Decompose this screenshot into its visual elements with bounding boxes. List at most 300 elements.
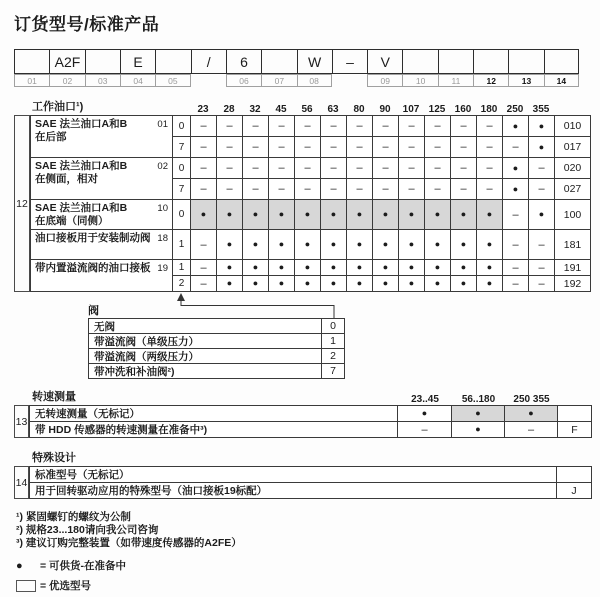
- not-available-dash: –: [200, 141, 207, 153]
- available-dot-icon: ●: [408, 209, 415, 219]
- model-code-cells: [14, 49, 579, 74]
- available-dot-icon: ●: [528, 408, 534, 418]
- valves-table: [88, 318, 345, 379]
- available-dot-icon: ●: [538, 120, 545, 131]
- model-code-position: 08: [297, 74, 332, 87]
- available-dot-icon: ●: [512, 162, 519, 173]
- port-subrow: [173, 116, 591, 137]
- available-dot-icon: ●: [434, 278, 441, 288]
- available-dot-icon: ●: [486, 262, 493, 272]
- availability-cell: [503, 260, 529, 276]
- availability-cell: [451, 158, 477, 179]
- availability-cell: [399, 260, 425, 276]
- port-result-code: 020: [555, 158, 591, 179]
- special-section-title: 特殊设计: [32, 452, 76, 464]
- available-dot-icon: ●: [512, 120, 519, 131]
- not-available-dash: –: [226, 120, 233, 132]
- speed-column-label: 23..45: [411, 394, 439, 405]
- available-dot-icon: ●: [252, 239, 259, 249]
- available-dot-icon: ●: [460, 278, 467, 288]
- availability-cell: [425, 276, 451, 292]
- not-available-dash: –: [538, 277, 545, 290]
- port-result-code: 181: [555, 230, 591, 260]
- not-available-dash: –: [512, 261, 519, 274]
- valve-arrow-band: [0, 292, 600, 318]
- not-available-dash: –: [356, 120, 363, 132]
- availability-cell: [373, 230, 399, 260]
- speed-column-label: 250 355: [513, 394, 550, 405]
- not-available-dash: –: [382, 120, 389, 132]
- available-dot-icon: ●: [434, 239, 441, 249]
- port-subrows: [173, 116, 591, 158]
- availability-cell: [425, 116, 451, 137]
- available-dot-icon: ●: [382, 239, 389, 249]
- availability-cell: [503, 116, 529, 137]
- available-dot-icon: ●: [356, 239, 363, 249]
- not-available-dash: –: [278, 183, 285, 195]
- availability-cell: [373, 137, 399, 158]
- speed-section-title: 转速测量: [32, 391, 76, 403]
- not-available-dash: –: [330, 120, 337, 132]
- not-available-dash: –: [434, 162, 441, 174]
- availability-cell: [191, 276, 217, 292]
- availability-cell: [529, 158, 555, 179]
- availability-cell: [321, 276, 347, 292]
- available-dot-icon: ●: [434, 209, 441, 219]
- not-available-dash: –: [434, 141, 441, 153]
- availability-cell: [243, 158, 269, 179]
- availability-cell: [451, 116, 477, 137]
- not-available-dash: –: [200, 162, 207, 174]
- port-subrow: [173, 158, 591, 179]
- model-code-positions: [14, 74, 579, 87]
- not-available-dash: –: [434, 120, 441, 132]
- available-dot-icon: ●: [421, 408, 428, 418]
- model-code-cell: [508, 49, 543, 74]
- not-available-dash: –: [408, 183, 415, 195]
- available-dot-icon: ●: [330, 209, 337, 219]
- availability-cell: [269, 137, 295, 158]
- available-dot-icon: ●: [16, 559, 23, 572]
- availability-cell: [477, 179, 503, 200]
- ports-table-wrap: [14, 115, 592, 292]
- model-code-cell: [473, 49, 508, 74]
- available-dot-icon: ●: [460, 209, 467, 219]
- availability-cell: [399, 200, 425, 230]
- availability-cell: [425, 179, 451, 200]
- model-code-cell: [14, 49, 49, 74]
- available-dot-icon: ●: [304, 209, 311, 219]
- availability-cell: [243, 200, 269, 230]
- availability-cell: [399, 116, 425, 137]
- port-description: [31, 230, 173, 260]
- port-description-line: 在后部: [35, 131, 67, 143]
- availability-cell: [295, 276, 321, 292]
- availability-cell: [321, 200, 347, 230]
- ports-column-label: 45: [275, 104, 287, 115]
- availability-cell: [347, 230, 373, 260]
- legend-text: = 优选型号: [40, 580, 92, 592]
- availability-cell: [269, 179, 295, 200]
- not-available-dash: –: [304, 162, 311, 174]
- footnote: ¹) 紧固螺钉的螺纹为公制: [16, 511, 131, 523]
- not-available-dash: –: [330, 183, 337, 195]
- ports-column-label: 28: [223, 104, 235, 115]
- ports-column-label: 56: [301, 104, 313, 115]
- available-dot-icon: ●: [512, 183, 519, 194]
- preferred-swatch-icon: [16, 580, 36, 592]
- special-label: 用于回转驱动应用的特殊型号（油口接板19标配）: [30, 483, 557, 499]
- availability-cell: [399, 137, 425, 158]
- port-subrows: [173, 260, 591, 292]
- available-dot-icon: ●: [382, 209, 389, 219]
- model-code-position: 11: [438, 74, 473, 87]
- port-subdigit: 7: [173, 179, 191, 200]
- ports-column-label: 23: [197, 104, 209, 115]
- available-dot-icon: ●: [408, 262, 415, 272]
- available-dot-icon: ●: [304, 278, 311, 288]
- legend: [16, 558, 600, 593]
- available-dot-icon: ●: [475, 408, 481, 418]
- port-subrows: [173, 200, 591, 230]
- valve-row: [89, 334, 345, 349]
- port-subrow: [173, 260, 591, 276]
- port-description-line: 在侧面，相对: [35, 173, 98, 185]
- model-code-cell: [155, 49, 190, 74]
- availability-cell: [529, 230, 555, 260]
- availability-cell: [505, 422, 558, 438]
- availability-cell: [451, 230, 477, 260]
- available-dot-icon: ●: [252, 262, 259, 272]
- available-dot-icon: ●: [226, 278, 233, 288]
- port-description-line: 油口接板用于安装制动阀: [35, 232, 151, 244]
- port-subrow: [173, 137, 591, 158]
- availability-cell: [477, 137, 503, 158]
- speed-header-row: [30, 389, 600, 405]
- available-dot-icon: ●: [200, 209, 207, 219]
- not-available-dash: –: [486, 120, 493, 132]
- not-available-dash: –: [421, 423, 428, 436]
- valve-label: 带溢流阀（两级压力）: [89, 349, 322, 364]
- valve-label: 无阀: [89, 319, 322, 334]
- available-dot-icon: ●: [408, 278, 415, 288]
- port-subdigit: 7: [173, 137, 191, 158]
- availability-cell: [191, 230, 217, 260]
- speed-column-label: 56..180: [461, 394, 496, 405]
- availability-cell: [399, 179, 425, 200]
- availability-cell: [321, 116, 347, 137]
- valve-code: 2: [322, 349, 345, 364]
- availability-cell: [295, 260, 321, 276]
- port-subrows: [173, 230, 591, 260]
- available-dot-icon: ●: [486, 278, 493, 288]
- not-available-dash: –: [278, 120, 285, 132]
- model-code-cell: [85, 49, 120, 74]
- availability-cell: [398, 422, 452, 438]
- available-dot-icon: ●: [408, 239, 415, 249]
- speed-table-wrap: [14, 405, 592, 438]
- legend-item: [16, 558, 600, 573]
- legend-item: [16, 578, 600, 593]
- available-dot-icon: ●: [252, 209, 259, 219]
- availability-cell: [451, 179, 477, 200]
- port-subrows: [173, 158, 591, 200]
- port-description-line: 带内置溢流阀的油口接板: [35, 262, 151, 274]
- availability-cell: [399, 158, 425, 179]
- availability-cell: [373, 179, 399, 200]
- availability-cell: [191, 260, 217, 276]
- not-available-dash: –: [200, 238, 207, 251]
- available-dot-icon: ●: [356, 209, 363, 219]
- special-row: [30, 467, 592, 483]
- available-dot-icon: ●: [486, 239, 493, 249]
- valve-code: 7: [322, 364, 345, 379]
- availability-cell: [425, 200, 451, 230]
- available-dot-icon: ●: [278, 278, 285, 288]
- not-available-dash: –: [460, 141, 467, 153]
- port-result-code: 192: [555, 276, 591, 292]
- availability-cell: [191, 200, 217, 230]
- port-description-line: SAE 法兰油口A和B: [35, 160, 128, 172]
- model-code-position: 05: [155, 74, 190, 87]
- availability-cell: [321, 137, 347, 158]
- model-code-position: 12: [473, 74, 508, 87]
- model-code-position: 10: [402, 74, 437, 87]
- not-available-dash: –: [408, 120, 415, 132]
- availability-cell: [243, 137, 269, 158]
- model-code-position: 14: [544, 74, 579, 87]
- model-code-strip: [14, 49, 579, 87]
- model-code-position: [332, 74, 367, 87]
- port-row: [31, 230, 591, 260]
- availability-cell: [503, 200, 529, 230]
- port-code: 18: [157, 233, 168, 244]
- port-subrow: [173, 276, 591, 292]
- availability-cell: [425, 158, 451, 179]
- availability-cell: [373, 260, 399, 276]
- not-available-dash: –: [278, 162, 285, 174]
- availability-cell: [347, 200, 373, 230]
- valve-code: 1: [322, 334, 345, 349]
- available-dot-icon: ●: [434, 262, 441, 272]
- availability-cell: [321, 230, 347, 260]
- valve-row: [89, 319, 345, 334]
- availability-cell: [295, 230, 321, 260]
- speed-section-number: 13: [14, 405, 29, 438]
- availability-cell: [217, 276, 243, 292]
- available-dot-icon: ●: [382, 278, 389, 288]
- port-row: [31, 116, 591, 158]
- footnote: ²) 规格23...180请向我公司咨询: [16, 524, 159, 536]
- model-code-cell: /: [191, 49, 226, 74]
- availability-cell: [529, 179, 555, 200]
- available-dot-icon: ●: [460, 239, 467, 249]
- available-dot-icon: ●: [330, 262, 337, 272]
- not-available-dash: –: [252, 120, 259, 132]
- availability-cell: [217, 260, 243, 276]
- special-table: [29, 466, 592, 499]
- available-dot-icon: ●: [538, 141, 545, 152]
- availability-cell: [321, 179, 347, 200]
- availability-cell: [217, 137, 243, 158]
- speed-code: [558, 406, 592, 422]
- port-row: [31, 200, 591, 230]
- availability-cell: [477, 230, 503, 260]
- not-available-dash: –: [460, 120, 467, 132]
- not-available-dash: –: [382, 141, 389, 153]
- speed-label: 无转速测量（无标记）: [30, 406, 398, 422]
- not-available-dash: –: [408, 141, 415, 153]
- port-subdigit: 2: [173, 276, 191, 292]
- special-label: 标准型号（无标记）: [30, 467, 557, 483]
- availability-cell: [451, 200, 477, 230]
- model-code-position: 06: [226, 74, 261, 87]
- availability-cell: [503, 230, 529, 260]
- availability-cell: [398, 406, 452, 422]
- not-available-dash: –: [512, 141, 519, 153]
- not-available-dash: –: [304, 120, 311, 132]
- availability-cell: [477, 260, 503, 276]
- not-available-dash: –: [226, 183, 233, 195]
- availability-cell: [243, 276, 269, 292]
- availability-cell: [217, 158, 243, 179]
- port-subdigit: 1: [173, 230, 191, 260]
- datasheet-page: [0, 10, 600, 597]
- legend-text: = 可供货-在准备中: [40, 560, 127, 572]
- availability-cell: [347, 179, 373, 200]
- availability-cell: [452, 406, 505, 422]
- model-code-cell: A2F: [49, 49, 84, 74]
- not-available-dash: –: [538, 183, 545, 195]
- model-code-cell: [261, 49, 296, 74]
- speed-row: [30, 406, 592, 422]
- not-available-dash: –: [460, 162, 467, 174]
- availability-cell: [477, 116, 503, 137]
- availability-cell: [477, 158, 503, 179]
- not-available-dash: –: [356, 183, 363, 195]
- not-available-dash: –: [512, 277, 519, 290]
- availability-cell: [191, 116, 217, 137]
- port-description: [31, 260, 173, 292]
- speed-label: 带 HDD 传感器的转速测量在准备中³): [30, 422, 398, 438]
- page-title: 订货型号/标准产品: [14, 15, 160, 34]
- availability-cell: [295, 137, 321, 158]
- availability-cell: [425, 137, 451, 158]
- port-subrow: [173, 200, 591, 230]
- port-result-code: 100: [555, 200, 591, 230]
- valve-row: [89, 364, 345, 379]
- available-dot-icon: ●: [226, 239, 233, 249]
- not-available-dash: –: [382, 162, 389, 174]
- port-result-code: 191: [555, 260, 591, 276]
- availability-cell: [452, 422, 505, 438]
- port-result-code: 017: [555, 137, 591, 158]
- not-available-dash: –: [252, 183, 259, 195]
- valve-label: 带溢流阀（单级压力）: [89, 334, 322, 349]
- ports-section-number: 12: [14, 115, 30, 292]
- port-description: [31, 116, 173, 158]
- available-dot-icon: ●: [330, 278, 337, 288]
- ports-column-label: 32: [249, 104, 261, 115]
- available-dot-icon: ●: [252, 278, 259, 288]
- ports-column-label: 355: [532, 104, 550, 115]
- availability-cell: [451, 260, 477, 276]
- ports-column-label: 107: [402, 104, 420, 115]
- port-description: [31, 158, 173, 200]
- model-code-position: 07: [261, 74, 296, 87]
- port-description-line: SAE 法兰油口A和B: [35, 118, 128, 130]
- availability-cell: [347, 116, 373, 137]
- availability-cell: [295, 200, 321, 230]
- special-code: J: [557, 483, 592, 499]
- ports-column-label: 125: [428, 104, 446, 115]
- not-available-dash: –: [538, 162, 545, 174]
- availability-cell: [243, 230, 269, 260]
- availability-cell: [321, 260, 347, 276]
- available-dot-icon: ●: [278, 239, 285, 249]
- model-code-cell: [438, 49, 473, 74]
- special-header-row: [30, 450, 600, 466]
- availability-cell: [295, 158, 321, 179]
- model-code-cell: V: [367, 49, 402, 74]
- model-code-cell: E: [120, 49, 155, 74]
- available-dot-icon: ●: [278, 209, 285, 219]
- speed-column-headers: [30, 394, 558, 405]
- ports-column-label: 180: [480, 104, 498, 115]
- not-available-dash: –: [200, 277, 207, 290]
- port-subdigit: 1: [173, 260, 191, 276]
- not-available-dash: –: [434, 183, 441, 195]
- available-dot-icon: ●: [356, 278, 363, 288]
- not-available-dash: –: [278, 141, 285, 153]
- model-code-position: 02: [49, 74, 84, 87]
- availability-cell: [269, 260, 295, 276]
- availability-cell: [529, 276, 555, 292]
- port-description: [31, 200, 173, 230]
- port-subdigit: 0: [173, 200, 191, 230]
- model-code-position: [191, 74, 226, 87]
- model-code-position: 04: [120, 74, 155, 87]
- not-available-dash: –: [538, 261, 545, 274]
- availability-cell: [295, 116, 321, 137]
- availability-cell: [243, 116, 269, 137]
- not-available-dash: –: [538, 238, 545, 251]
- ports-column-label: 80: [353, 104, 365, 115]
- availability-cell: [191, 137, 217, 158]
- availability-cell: [373, 158, 399, 179]
- not-available-dash: –: [226, 141, 233, 153]
- speed-row: [30, 422, 592, 438]
- ports-column-label: 250: [506, 104, 524, 115]
- model-code-cell: W: [297, 49, 332, 74]
- speed-code: F: [558, 422, 592, 438]
- availability-cell: [373, 116, 399, 137]
- not-available-dash: –: [330, 162, 337, 174]
- special-section-number: 14: [14, 466, 29, 499]
- not-available-dash: –: [356, 162, 363, 174]
- availability-cell: [503, 158, 529, 179]
- availability-cell: [477, 200, 503, 230]
- not-available-dash: –: [304, 141, 311, 153]
- availability-cell: [505, 406, 558, 422]
- ports-section-title: 工作油口¹): [32, 101, 84, 113]
- ports-column-headers: [30, 104, 554, 115]
- ports-column-label: 63: [327, 104, 339, 115]
- not-available-dash: –: [486, 183, 493, 195]
- availability-cell: [503, 276, 529, 292]
- not-available-dash: –: [382, 183, 389, 195]
- availability-cell: [347, 276, 373, 292]
